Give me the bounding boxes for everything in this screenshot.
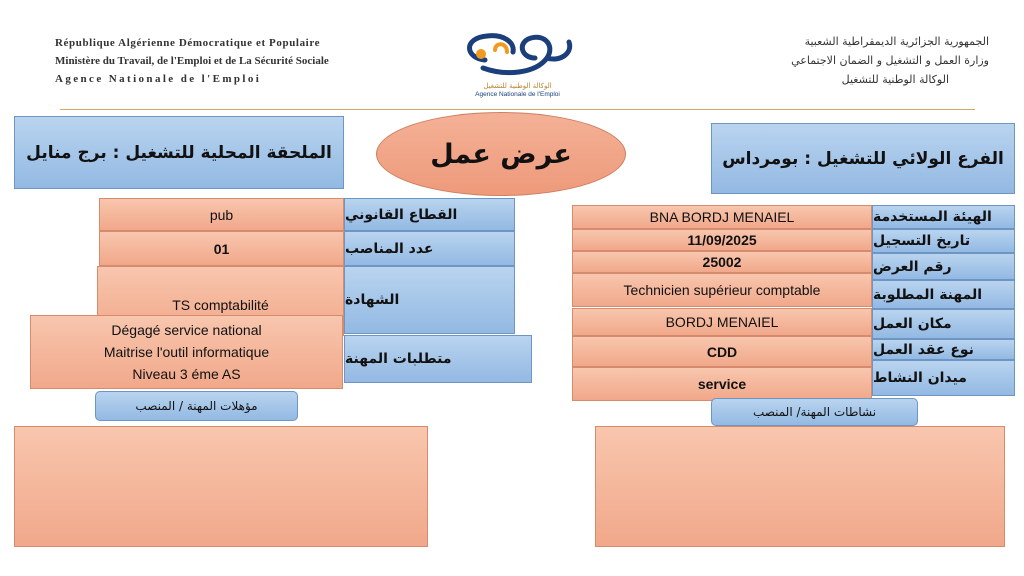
- contract-value: CDD: [572, 336, 872, 367]
- header-french: [55, 34, 425, 88]
- header-ar-line-2: وزارة العمل و التشغيل و الضمان الاجتماعي: [791, 54, 989, 67]
- header-fr-line-2: Ministère du Travail, de l'Emploi et de La Sécurité Sociale: [55, 55, 329, 67]
- legal-sector-value: pub: [99, 198, 344, 231]
- header-fr-line-1: République Algérienne Démocratique et Populaire: [55, 37, 321, 49]
- activity-label: ميدان النشاط: [872, 360, 1015, 396]
- offer-title: عرض عمل: [376, 112, 626, 196]
- offer-number-label: رقم العرض: [872, 253, 1015, 280]
- contract-label: نوع عقد العمل: [872, 339, 1015, 360]
- requirement-line-2: Maitrise l'outil informatique: [103, 344, 270, 360]
- positions-label: عدد المناصب: [344, 231, 515, 266]
- logo-text-arabic: الوكالة الوطنية للتشغيل: [483, 82, 552, 90]
- activity-value: service: [572, 367, 872, 401]
- registration-date-label: تاريخ التسجيل: [872, 229, 1015, 253]
- logo-mark-icon: [455, 28, 580, 82]
- diploma-label: الشهادة: [344, 266, 515, 334]
- profession-label: المهنة المطلوبة: [872, 280, 1015, 309]
- diploma-value: TS comptabilité: [97, 266, 344, 336]
- requirement-line-3: Niveau 3 éme AS: [132, 366, 241, 382]
- registration-date-value: 11/09/2025: [572, 229, 872, 251]
- agency-logo: [455, 28, 580, 108]
- activities-content-box: [595, 426, 1005, 547]
- requirement-line-1: Dégagé service national: [111, 322, 262, 338]
- header-ar-line-3: الوكالة الوطنية للتشغيل: [841, 73, 949, 86]
- workplace-value: BORDJ MENAIEL: [572, 308, 872, 336]
- branch-title: الفرع الولائي للتشغيل : بومرداس: [711, 123, 1015, 194]
- header-divider: [60, 109, 975, 110]
- employer-value: BNA BORDJ MENAIEL: [572, 205, 872, 229]
- header-fr-line-3: Agence Nationale de l'Emploi: [55, 73, 262, 85]
- legal-sector-label: القطاع القانوني: [344, 198, 515, 231]
- positions-value: 01: [99, 231, 344, 266]
- header-ar-line-1: الجمهورية الجزائرية الديمقراطية الشعبية: [804, 35, 989, 48]
- header-arabic: [589, 32, 989, 89]
- logo-text-french: Agence Nationale de l'Emploi: [475, 91, 560, 98]
- qualifications-content-box: [14, 426, 428, 547]
- employer-label: الهيئة المستخدمة: [872, 205, 1015, 229]
- qualifications-label: مؤهلات المهنة / المنصب: [95, 391, 298, 421]
- offer-number-value: 25002: [572, 251, 872, 273]
- requirements-label: متطلبات المهنة: [344, 335, 532, 383]
- local-annex-title: الملحقة المحلية للتشغيل : برج منايل: [14, 116, 344, 189]
- profession-value: Technicien supérieur comptable: [572, 273, 872, 307]
- requirements-value: [30, 315, 343, 389]
- activities-label: نشاطات المهنة/ المنصب: [711, 398, 918, 426]
- workplace-label: مكان العمل: [872, 309, 1015, 339]
